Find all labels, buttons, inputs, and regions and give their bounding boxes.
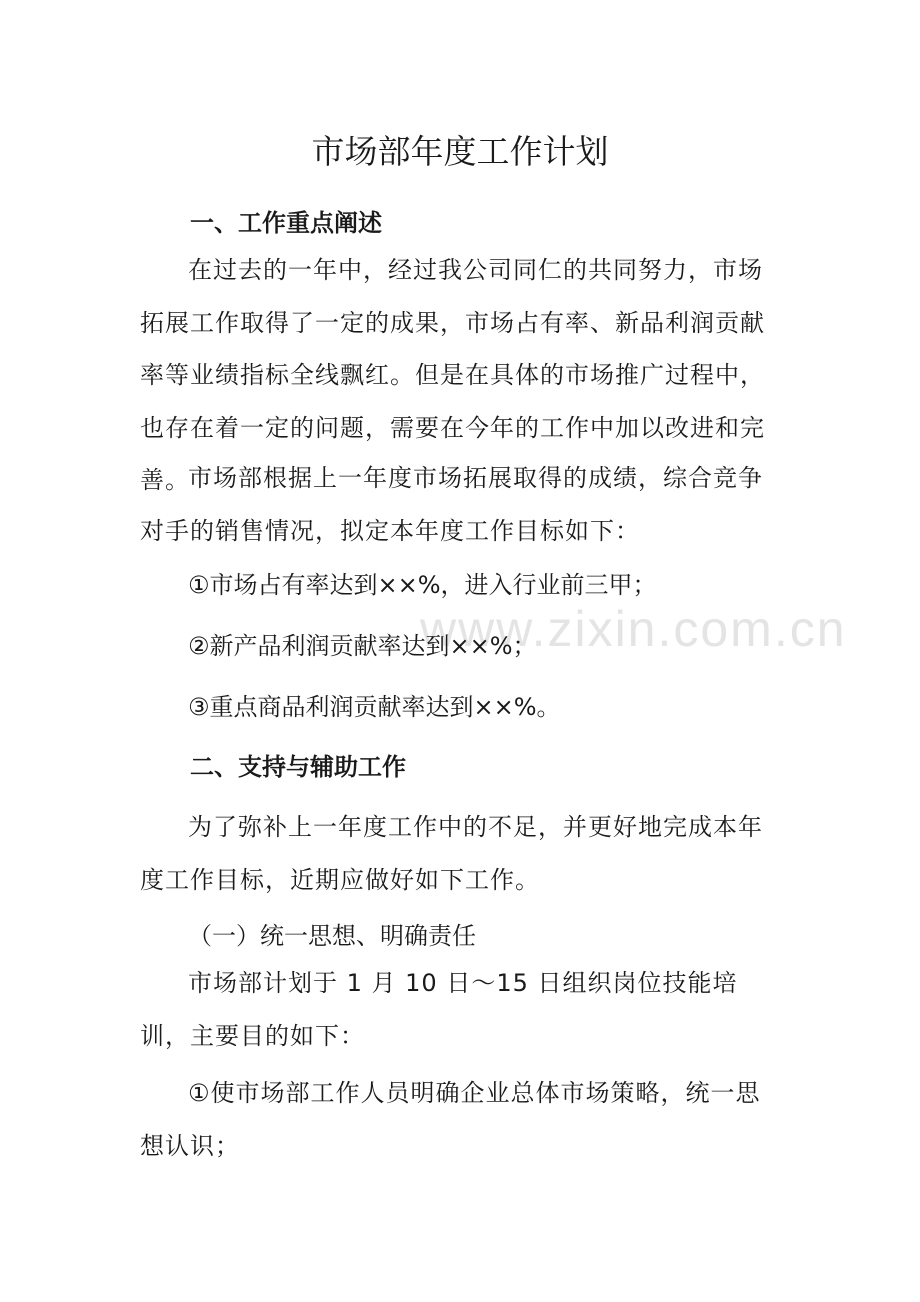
goal-item-2: ②新产品利润贡献率达到××%； bbox=[188, 632, 537, 660]
section-2-heading: 二、支持与辅助工作 bbox=[190, 753, 406, 781]
document-title: 市场部年度工作计划 bbox=[311, 132, 609, 171]
section-2-paragraph-2: 市场部计划于 1 月 10 日～15 日组织岗位技能培训，主要目的如下： bbox=[140, 969, 738, 1050]
section-1-paragraph-1: 在过去的一年中，经过我公司同仁的共同努力，市场拓展工作取得了一定的成果，市场占有率、新品利润贡献率等业绩指标全线飘红。但是在具体的市场推广过程中，也存在着一定的问题，需要在今年的工作中加以改进和完善。 bbox=[140, 256, 765, 494]
section-1-paragraph-2: 市场部根据上一年度市场拓展取得的成绩，综合竞争对手的销售情况，拟定本年度工作目标如下： bbox=[140, 464, 763, 545]
goal-item-3: ③重点商品利润贡献率达到××%。 bbox=[188, 693, 561, 721]
training-goal-item-1: ①使市场部工作人员明确企业总体市场策略，统一思想认识； bbox=[140, 1079, 761, 1160]
section-2-paragraph-1: 为了弥补上一年度工作中的不足，并更好地完成本年度工作目标，近期应做好如下工作。 bbox=[140, 813, 763, 894]
watermark: www.zixin.com.cn bbox=[420, 601, 847, 657]
section-1-heading: 一、工作重点阐述 bbox=[190, 209, 382, 237]
goal-item-1: ①市场占有率达到××%，进入行业前三甲； bbox=[188, 571, 657, 599]
subsection-1-heading: （一）统一思想、明确责任 bbox=[188, 922, 476, 950]
